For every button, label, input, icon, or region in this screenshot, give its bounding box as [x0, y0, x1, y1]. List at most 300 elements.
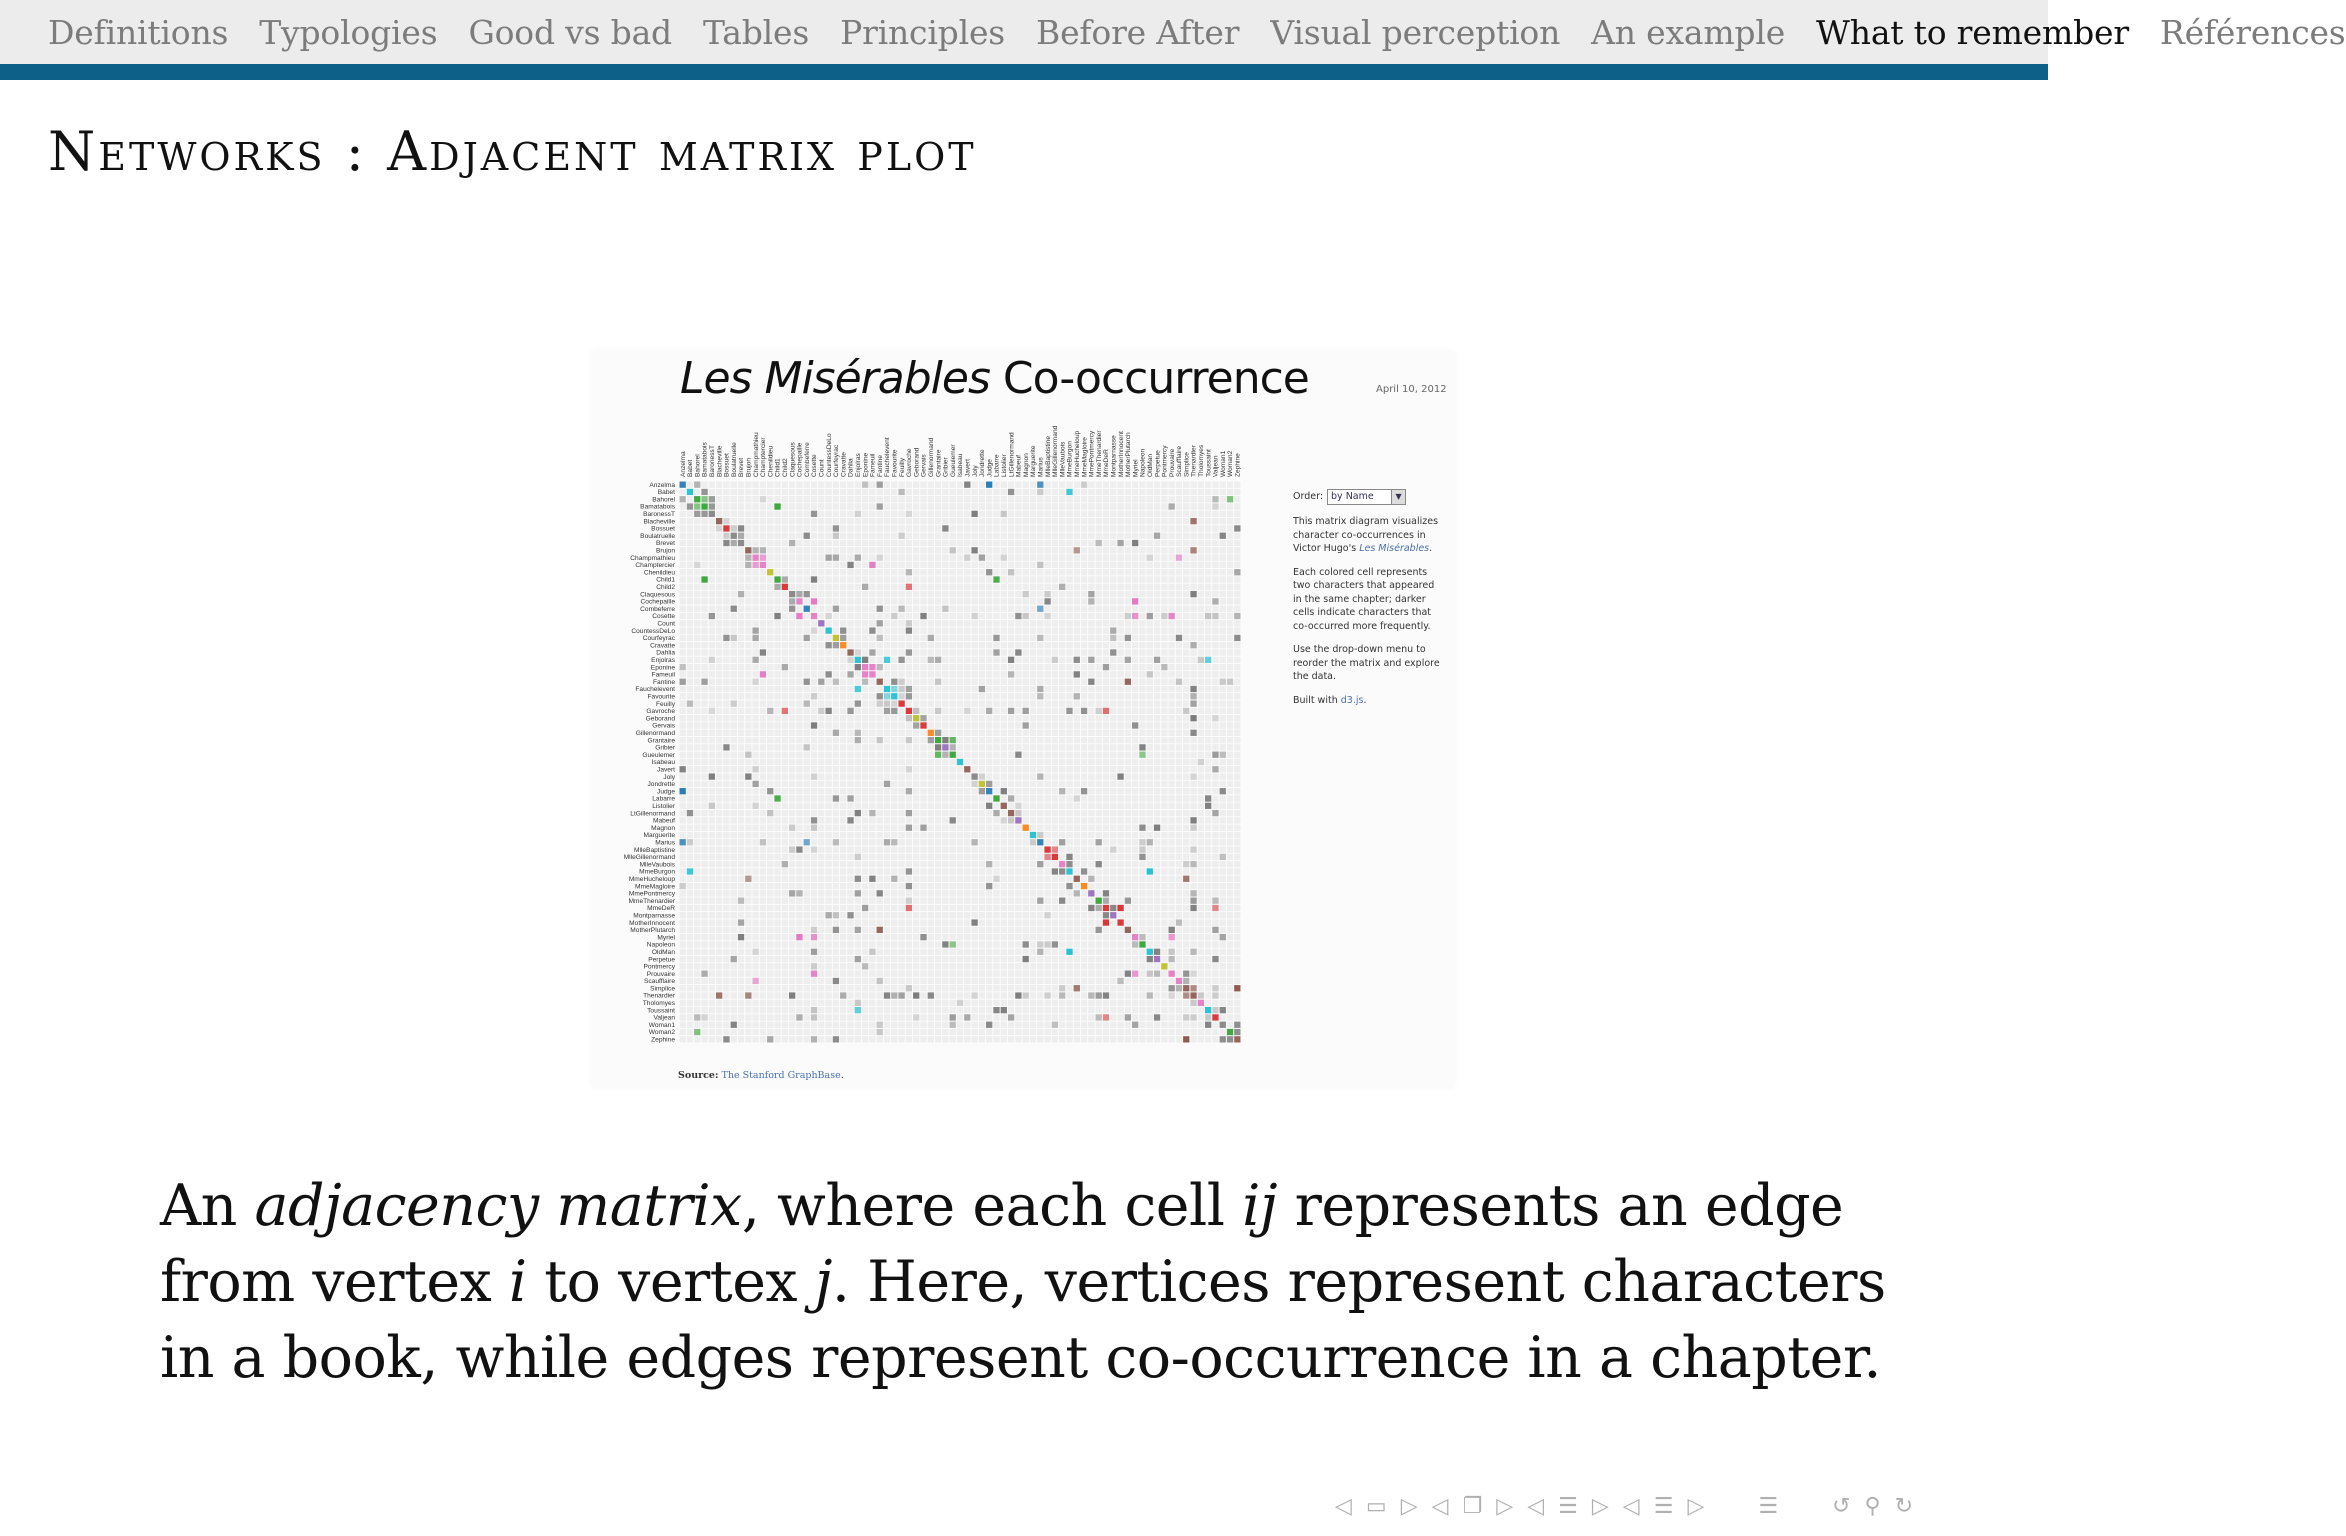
column-label: Champtercier: [760, 437, 768, 477]
matrix-cell: [1190, 905, 1196, 911]
row-label: Thenardier: [643, 992, 675, 1000]
slide-frame-icon[interactable]: ▭: [1365, 1493, 1387, 1519]
matrix-cell: [1190, 992, 1196, 998]
matrix-cell: [920, 934, 926, 940]
matrix-cell: [1190, 547, 1196, 553]
row-label: Marguerite: [643, 832, 675, 840]
order-value: by Name: [1331, 491, 1374, 502]
matrix-cell: [1125, 613, 1131, 619]
matrix-cell: [1139, 846, 1145, 852]
matrix-cell: [825, 554, 831, 560]
matrix-cell: [986, 781, 992, 787]
column-label: Boulatruelle: [730, 442, 738, 477]
matrix-cell: [738, 525, 744, 531]
search-icon[interactable]: ⚲: [1864, 1493, 1881, 1519]
matrix-cell: [855, 1000, 861, 1006]
matrix-cell: [877, 606, 883, 612]
matrix-cell: [1212, 752, 1218, 758]
matrix-cell: [1154, 825, 1160, 831]
matrix-cell: [1183, 861, 1189, 867]
matrix-cell: [701, 576, 707, 582]
matrix-cell: [957, 1000, 963, 1006]
nav-item-what-to-remember[interactable]: What to remember: [1816, 12, 2129, 52]
matrix-cell: [1008, 489, 1014, 495]
matrix-cell: [935, 744, 941, 750]
matrix-cell: [701, 489, 707, 495]
matrix-cell: [1008, 795, 1014, 801]
matrix-cell: [1190, 693, 1196, 699]
column-label: Cravatte: [840, 452, 848, 477]
matrix-cell: [811, 817, 817, 823]
matrix-cell: [847, 562, 853, 568]
matrix-cell: [906, 708, 912, 714]
matrix-cell: [950, 547, 956, 553]
matrix-cell: [855, 737, 861, 743]
matrix-cell: [1037, 562, 1043, 568]
matrix-cell: [950, 941, 956, 947]
matrix-cell: [811, 971, 817, 977]
body-text: to vertex: [526, 1249, 815, 1315]
matrix-cell: [1190, 817, 1196, 823]
matrix-cell: [1088, 657, 1094, 663]
column-label: LtGillenormand: [1008, 432, 1016, 477]
matrix-cell: [833, 978, 839, 984]
matrix-cell: [701, 503, 707, 509]
row-label: Simplice: [650, 985, 675, 993]
subsection-icon[interactable]: ☰: [1558, 1493, 1578, 1519]
matrix-cell: [687, 810, 693, 816]
matrix-cell: [1176, 978, 1182, 984]
column-label: Marguerite: [1030, 445, 1038, 477]
row-label: MmeMagloire: [635, 883, 675, 891]
matrix-cell: [877, 503, 883, 509]
matrix-cell: [986, 803, 992, 809]
matrix-cell: [796, 846, 802, 852]
matrix-cell: [796, 934, 802, 940]
nav-item-typologies[interactable]: Typologies: [259, 12, 438, 52]
back-icon[interactable]: ↺: [1832, 1493, 1851, 1519]
column-label: Isabeau: [957, 453, 965, 477]
matrix-cell: [833, 533, 839, 539]
matrix-cell: [869, 949, 875, 955]
matrix-cell: [906, 868, 912, 874]
matrix-cell: [964, 1014, 970, 1020]
matrix-cell: [1066, 868, 1072, 874]
matrix-cell: [906, 737, 912, 743]
row-label: Montparnasse: [633, 912, 675, 920]
matrix-cell: [1096, 1014, 1102, 1020]
column-label: Enjolras: [855, 453, 863, 477]
matrix-cell: [1052, 868, 1058, 874]
prev-slide-icon[interactable]: ◁: [1335, 1493, 1352, 1519]
matrix-cell: [701, 511, 707, 517]
matrix-cell: [1147, 992, 1153, 998]
column-label: Brujon: [745, 457, 753, 477]
matrix-cell: [1198, 992, 1204, 998]
matrix-cell: [1139, 744, 1145, 750]
matrix-cell: [855, 1007, 861, 1013]
matrix-cell: [1037, 606, 1043, 612]
column-label: Anzelma: [679, 451, 687, 477]
row-label: Cochepaille: [640, 598, 675, 606]
matrix-cell: [1044, 613, 1050, 619]
matrix-cell: [1015, 992, 1021, 998]
matrix-cell: [687, 839, 693, 845]
row-label: Courfeyrac: [642, 635, 675, 643]
matrix-cell: [855, 890, 861, 896]
row-label: MmePontmercy: [628, 890, 675, 898]
matrix-cell: [1190, 985, 1196, 991]
matrix-cell: [1081, 868, 1087, 874]
prev-frame-icon[interactable]: ◁: [1431, 1493, 1449, 1519]
matrix-cell: [1008, 1014, 1014, 1020]
matrix-cell: [1052, 1022, 1058, 1028]
nav-item-principles[interactable]: Principles: [840, 12, 1006, 52]
matrix-cell: [1154, 1014, 1160, 1020]
matrix-cell: [760, 671, 766, 677]
column-label: OldMan: [1146, 453, 1154, 477]
matrix-cell: [1059, 985, 1065, 991]
matrix-cell: [855, 511, 861, 517]
document-icon[interactable]: ☰: [1758, 1493, 1779, 1519]
column-label: Labarre: [993, 454, 1001, 477]
column-label: Tholomyes: [1198, 444, 1206, 477]
matrix-cell: [687, 868, 693, 874]
matrix-cell: [1125, 898, 1131, 904]
matrix-cell: [971, 839, 977, 845]
order-dropdown[interactable]: [1327, 489, 1406, 505]
matrix-cell: [898, 606, 904, 612]
matrix-cell: [920, 613, 926, 619]
matrix-cell: [1037, 898, 1043, 904]
column-label: Fauchelevent: [884, 437, 892, 477]
matrix-cell: [752, 766, 758, 772]
matrix-cell: [789, 591, 795, 597]
matrix-cell: [1212, 927, 1218, 933]
matrix-cell: [804, 700, 810, 706]
matrix-cell: [906, 810, 912, 816]
row-label: Woman2: [648, 1029, 675, 1037]
matrix-cell: [1103, 890, 1109, 896]
matrix-cell: [1015, 752, 1021, 758]
row-label: Napoleon: [646, 941, 675, 949]
source-end: .: [840, 1070, 844, 1081]
matrix-cell: [869, 562, 875, 568]
matrix-cell: [1023, 613, 1029, 619]
matrix-cell: [811, 613, 817, 619]
nav-item-definitions[interactable]: Definitions: [48, 12, 229, 52]
matrix-cell: [782, 861, 788, 867]
matrix-cell: [1096, 861, 1102, 867]
matrix-cell: [1190, 846, 1196, 852]
matrix-cell: [1154, 533, 1160, 539]
matrix-cell: [796, 1014, 802, 1020]
sidebar-paragraph-1: [1293, 515, 1443, 556]
column-label: Marius: [1037, 457, 1045, 477]
matrix-cell: [833, 839, 839, 845]
matrix-cell: [986, 569, 992, 575]
matrix-cell: [796, 598, 802, 604]
column-label: Grantaire: [935, 449, 943, 477]
matrix-cell: [1212, 810, 1218, 816]
column-label: MotherPlutarch: [1125, 432, 1133, 477]
matrix-cell: [906, 898, 912, 904]
matrix-cell: [1117, 919, 1123, 925]
matrix-cell: [935, 752, 941, 758]
matrix-cell: [1212, 613, 1218, 619]
matrix-cell: [906, 627, 912, 633]
next-section-icon[interactable]: ▷: [1687, 1493, 1705, 1519]
matrix-cell: [891, 708, 897, 714]
matrix-cell: [1176, 985, 1182, 991]
matrix-cell: [1190, 861, 1196, 867]
matrix-cell: [855, 657, 861, 663]
next-frame-icon[interactable]: ▷: [1496, 1493, 1514, 1519]
matrix-cell: [767, 1036, 773, 1042]
matrix-cell: [928, 730, 934, 736]
column-label: Gervais: [920, 454, 928, 477]
matrix-cell: [1161, 963, 1167, 969]
matrix-cell: [1169, 949, 1175, 955]
matrix-cell: [680, 679, 686, 685]
row-label: Joly: [663, 773, 675, 781]
nav-item-an-example[interactable]: An example: [1591, 12, 1786, 52]
nav-item-good-vs-bad[interactable]: Good vs bad: [468, 12, 672, 52]
matrix-cell: [1066, 883, 1072, 889]
matrix-cell: [1096, 839, 1102, 845]
matrix-cell: [1132, 934, 1138, 940]
matrix-cell: [986, 883, 992, 889]
column-label: Toussaint: [1205, 449, 1213, 477]
matrix-cell: [1008, 708, 1014, 714]
nav-item-before-after[interactable]: Before After: [1036, 12, 1240, 52]
matrix-cell: [1227, 496, 1233, 502]
matrix-cell: [935, 737, 941, 743]
matrix-cell: [1132, 971, 1138, 977]
matrix-cell: [906, 686, 912, 692]
body-term: i: [508, 1249, 527, 1315]
matrix-cell: [1183, 876, 1189, 882]
column-label: Woman1: [1219, 450, 1227, 477]
matrix-cell: [964, 766, 970, 772]
column-label: Bossuet: [723, 453, 731, 477]
matrix-cell: [1220, 854, 1226, 860]
matrix-cell: [913, 992, 919, 998]
matrix-cell: [767, 708, 773, 714]
matrix-cell: [1212, 898, 1218, 904]
matrix-cell: [825, 613, 831, 619]
matrix-cell: [1096, 540, 1102, 546]
column-label: Judge: [986, 459, 994, 477]
nav-item-r-f-rences[interactable]: Références: [2159, 12, 2346, 52]
matrix-cell: [796, 890, 802, 896]
matrix-cell: [964, 482, 970, 488]
header-rule: [0, 64, 2048, 80]
matrix-cell: [687, 503, 693, 509]
nav-item-visual-perception[interactable]: Visual perception: [1270, 12, 1561, 52]
matrix-cell: [1117, 905, 1123, 911]
matrix-cell: [716, 518, 722, 524]
matrix-cell: [1103, 905, 1109, 911]
forward-icon[interactable]: ↻: [1894, 1493, 1914, 1519]
matrix-cell: [862, 679, 868, 685]
sidebar-paragraph-3: Use the drop-down menu to reorder the matrix and explore the data.: [1293, 644, 1440, 682]
matrix-cell: [752, 657, 758, 663]
matrix-cell: [723, 518, 729, 524]
column-label: Count: [818, 459, 826, 477]
next-subsection-icon[interactable]: ▷: [1591, 1493, 1609, 1519]
matrix-cell: [862, 905, 868, 911]
prev-section-icon[interactable]: ◁: [1622, 1493, 1640, 1519]
row-label: Dahlia: [656, 649, 675, 657]
source-link[interactable]: The Stanford GraphBase: [721, 1070, 841, 1081]
matrix-cell: [862, 671, 868, 677]
matrix-cell: [811, 1007, 817, 1013]
sidebar-text: .: [1363, 694, 1367, 706]
matrix-cell: [789, 890, 795, 896]
matrix-cell: [767, 788, 773, 794]
row-label: Geborand: [645, 715, 675, 723]
matrix-cell: [1205, 613, 1211, 619]
matrix-cell: [1059, 992, 1065, 998]
section-navigation: [0, 0, 2346, 64]
matrix-cell: [1183, 992, 1189, 998]
matrix-cell: [1190, 949, 1196, 955]
matrix-cell: [1190, 971, 1196, 977]
body-text: , where each cell: [741, 1173, 1243, 1239]
section-icon[interactable]: ☰: [1653, 1493, 1674, 1519]
matrix-cell: [1088, 876, 1094, 882]
figure-date: April 10, 2012: [1376, 384, 1447, 395]
column-label: MmePontmercy: [1088, 430, 1096, 477]
matrix-cell: [1015, 613, 1021, 619]
matrix-cell: [716, 525, 722, 531]
matrix-cell: [1190, 825, 1196, 831]
row-label: Listolier: [652, 802, 675, 810]
matrix-cell: [833, 1036, 839, 1042]
matrix-cell: [1220, 752, 1226, 758]
d3-link[interactable]: d3.js: [1340, 694, 1364, 706]
matrix-cell: [1154, 971, 1160, 977]
matrix-cell: [1059, 584, 1065, 590]
matrix-cell: [738, 898, 744, 904]
row-label: Scaufflaire: [643, 978, 675, 986]
matrix-cell: [884, 693, 890, 699]
matrix-cell: [774, 795, 780, 801]
matrix-cell: [1176, 919, 1182, 925]
matrix-cell: [1205, 1007, 1211, 1013]
matrix-cell: [942, 744, 948, 750]
matrix-cell: [1015, 817, 1021, 823]
sidebar-text: This matrix diagram visualizes character co-occurrences in Victor Hugo's: [1293, 516, 1439, 554]
prev-subsection-icon[interactable]: ◁: [1527, 1493, 1545, 1519]
matrix-cell: [855, 700, 861, 706]
matrix-cell: [1227, 1036, 1233, 1042]
column-label: Valjean: [1212, 455, 1220, 477]
matrix-cell: [1212, 496, 1218, 502]
body-term: adjacency matrix: [254, 1173, 742, 1239]
matrix-cell: [1103, 898, 1109, 904]
matrix-cell: [891, 992, 897, 998]
matrix-cell: [942, 525, 948, 531]
matrix-cell: [971, 919, 977, 925]
matrix-cell: [877, 664, 883, 670]
column-label: Jondrette: [979, 449, 987, 477]
matrix-cell: [716, 992, 722, 998]
matrix-cell: [1234, 1029, 1240, 1035]
matrix-cell: [731, 525, 737, 531]
matrix-cell: [1190, 518, 1196, 524]
matrix-cell: [928, 992, 934, 998]
matrix-cell: [1117, 978, 1123, 984]
matrix-cell: [1074, 547, 1080, 553]
matrix-cell: [913, 715, 919, 721]
nav-item-tables[interactable]: Tables: [702, 12, 810, 52]
matrix-cell: [979, 554, 985, 560]
matrix-cell: [1088, 679, 1094, 685]
column-label: Woman2: [1227, 450, 1235, 477]
column-label: Chenildieu: [767, 445, 775, 477]
frames-icon[interactable]: ❐: [1462, 1493, 1483, 1519]
matrix-cell: [906, 905, 912, 911]
matrix-cell: [1096, 708, 1102, 714]
matrix-cell: [1154, 949, 1160, 955]
row-label: MotherInnocent: [629, 919, 675, 927]
matrix-cell: [818, 620, 824, 626]
matrix-cell: [811, 825, 817, 831]
slide-title: Networks : Adjacent matrix plot: [48, 120, 977, 183]
matrix-cell: [745, 992, 751, 998]
matrix-cell: [1052, 657, 1058, 663]
next-slide-icon[interactable]: ▷: [1400, 1493, 1418, 1519]
matrix-cell: [1125, 679, 1131, 685]
matrix-cell: [1234, 985, 1240, 991]
body-term: j: [814, 1249, 832, 1315]
matrix-cell: [1096, 898, 1102, 904]
matrix-cell: [701, 1014, 707, 1020]
matrix-cell: [1103, 1014, 1109, 1020]
matrix-cell: [811, 963, 817, 969]
row-label: MmeDeR: [647, 905, 675, 913]
matrix-cell: [906, 511, 912, 517]
matrix-cell: [1169, 971, 1175, 977]
matrix-cell: [840, 635, 846, 641]
matrix-cell: [855, 854, 861, 860]
figure-source: [678, 1070, 844, 1081]
matrix-cell: [1023, 722, 1029, 728]
matrix-cell: [811, 846, 817, 852]
matrix-cell: [1190, 1014, 1196, 1020]
matrix-cell: [906, 985, 912, 991]
matrix-cell: [1205, 795, 1211, 801]
matrix-cell: [752, 978, 758, 984]
matrix-cell: [789, 598, 795, 604]
matrix-cell: [1190, 591, 1196, 597]
matrix-cell: [745, 773, 751, 779]
matrix-cell: [752, 803, 758, 809]
matrix-cell: [1169, 613, 1175, 619]
matrix-cell: [869, 876, 875, 882]
matrix-cell: [1052, 854, 1058, 860]
matrix-cell: [811, 773, 817, 779]
matrix-cell: [993, 635, 999, 641]
matrix-cell: [1205, 1022, 1211, 1028]
column-label: Pontmercy: [1161, 445, 1169, 477]
matrix-cell: [1001, 554, 1007, 560]
row-label: Gillenormand: [635, 729, 675, 737]
source-label: Source:: [678, 1070, 719, 1081]
matrix-cell: [1234, 569, 1240, 575]
